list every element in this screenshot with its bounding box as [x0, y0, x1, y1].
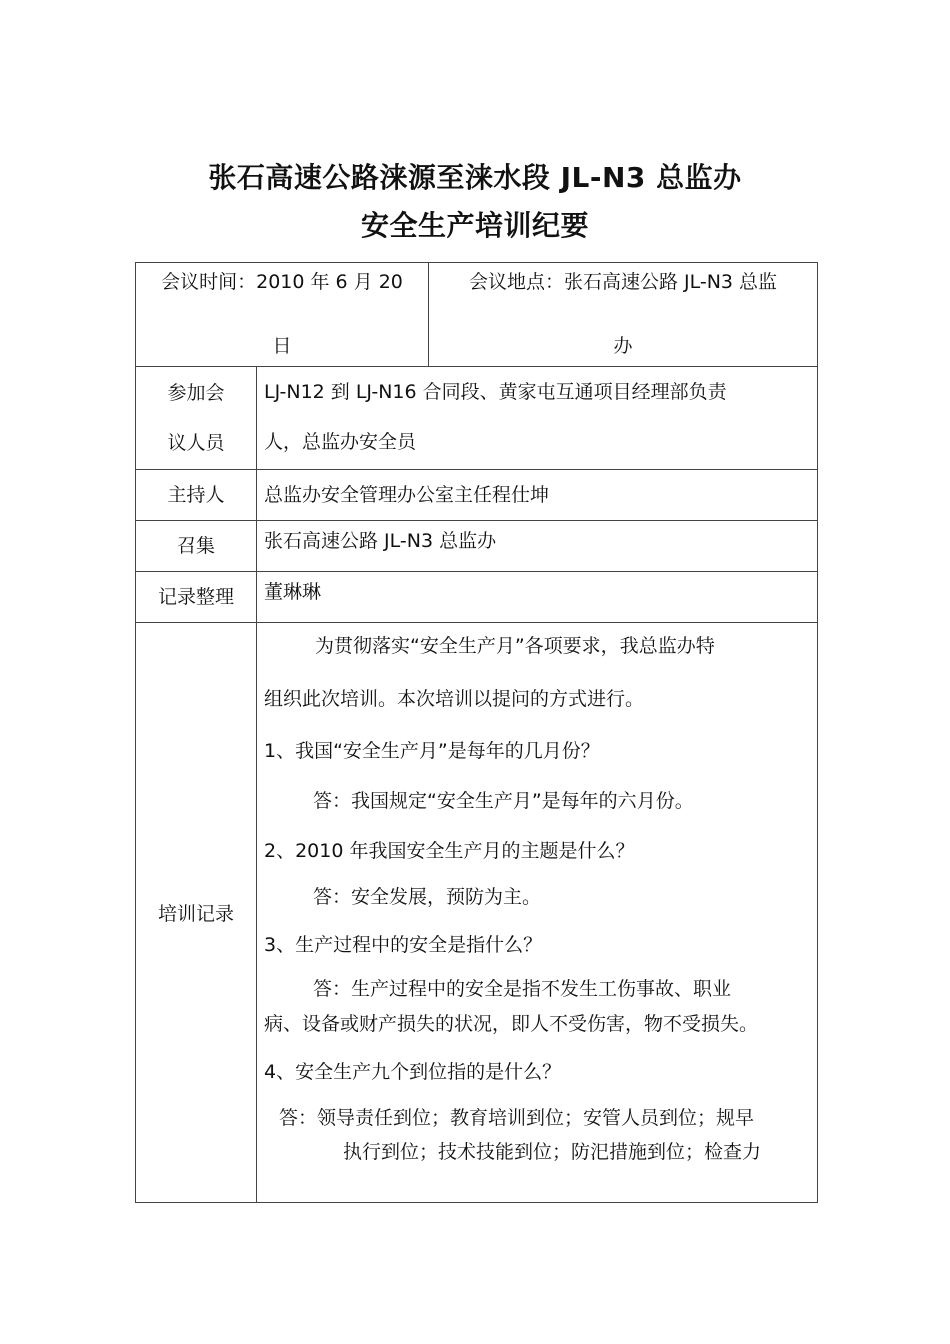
document-title: 张石高速公路涞源至涞水段 JL-N3 总监办	[208, 161, 742, 194]
host-row	[136, 470, 818, 521]
document-subtitle: 安全生产培训纪要	[360, 209, 589, 242]
participants-value-cell	[257, 367, 818, 470]
participants-label-line2: 议人员	[167, 432, 225, 454]
meeting-time-line2: 日	[272, 335, 292, 357]
training-label: 培训记录	[136, 623, 257, 1203]
convener-label: 召集	[136, 521, 257, 572]
recorder-value: 董琳琳	[257, 572, 818, 623]
question-4: 4、安全生产九个到位指的是什么？	[264, 1061, 562, 1083]
recorder-row	[136, 572, 818, 623]
training-intro-line2: 组织此次培训。本次培训以提问的方式进行。	[264, 688, 645, 710]
meeting-location-cell	[429, 263, 818, 367]
convener-value: 张石高速公路 JL-N3 总监办	[257, 521, 818, 572]
meeting-time-location-row	[136, 263, 818, 367]
participants-row	[136, 367, 818, 470]
answer-4-line1: 答：领导责任到位；教育培训到位；安管人员到位；规早	[279, 1107, 755, 1129]
meeting-location-line1: 会议地点：张石高速公路 JL-N3 总监	[468, 271, 778, 293]
meeting-location-line2: 办	[613, 335, 633, 357]
training-intro-line1: 为贯彻落实“安全生产月”各项要求，我总监办特	[315, 635, 715, 657]
recorder-label: 记录整理	[136, 572, 257, 623]
host-value: 总监办安全管理办公室主任程仕坤	[257, 470, 818, 521]
question-3: 3、生产过程中的安全是指什么？	[264, 934, 543, 956]
answer-3-line2: 病、设备或财产损失的状况，即人不受伤害，物不受损失。	[264, 1013, 759, 1035]
answer-4-line2: 执行到位；技术技能到位；防汜措施到位；检查力	[343, 1141, 762, 1163]
host-label: 主持人	[136, 470, 257, 521]
participants-label-line1: 参加会	[167, 382, 225, 404]
training-content	[257, 623, 818, 1203]
participants-label-cell	[136, 367, 257, 470]
answer-2: 答：安全发展，预防为主。	[313, 886, 542, 908]
answer-3-line1: 答：生产过程中的安全是指不发生工伤事故、职业	[313, 978, 732, 1000]
question-1: 1、我国“安全生产月”是每年的几月份？	[264, 740, 600, 762]
answer-1: 答：我国规定“安全生产月”是每年的六月份。	[313, 790, 694, 812]
participants-line2: 人，总监办安全员	[264, 431, 417, 453]
training-row	[136, 623, 818, 1203]
meeting-time-cell	[136, 263, 429, 367]
meeting-time-line1: 会议时间：2010 年 6 月 20	[161, 271, 403, 293]
question-2: 2、2010 年我国安全生产月的主题是什么？	[264, 840, 635, 862]
minutes-table	[135, 262, 818, 1203]
convener-row	[136, 521, 818, 572]
participants-line1: LJ-N12 到 LJ-N16 合同段、黄家屯互通项目经理部负责	[264, 381, 727, 403]
